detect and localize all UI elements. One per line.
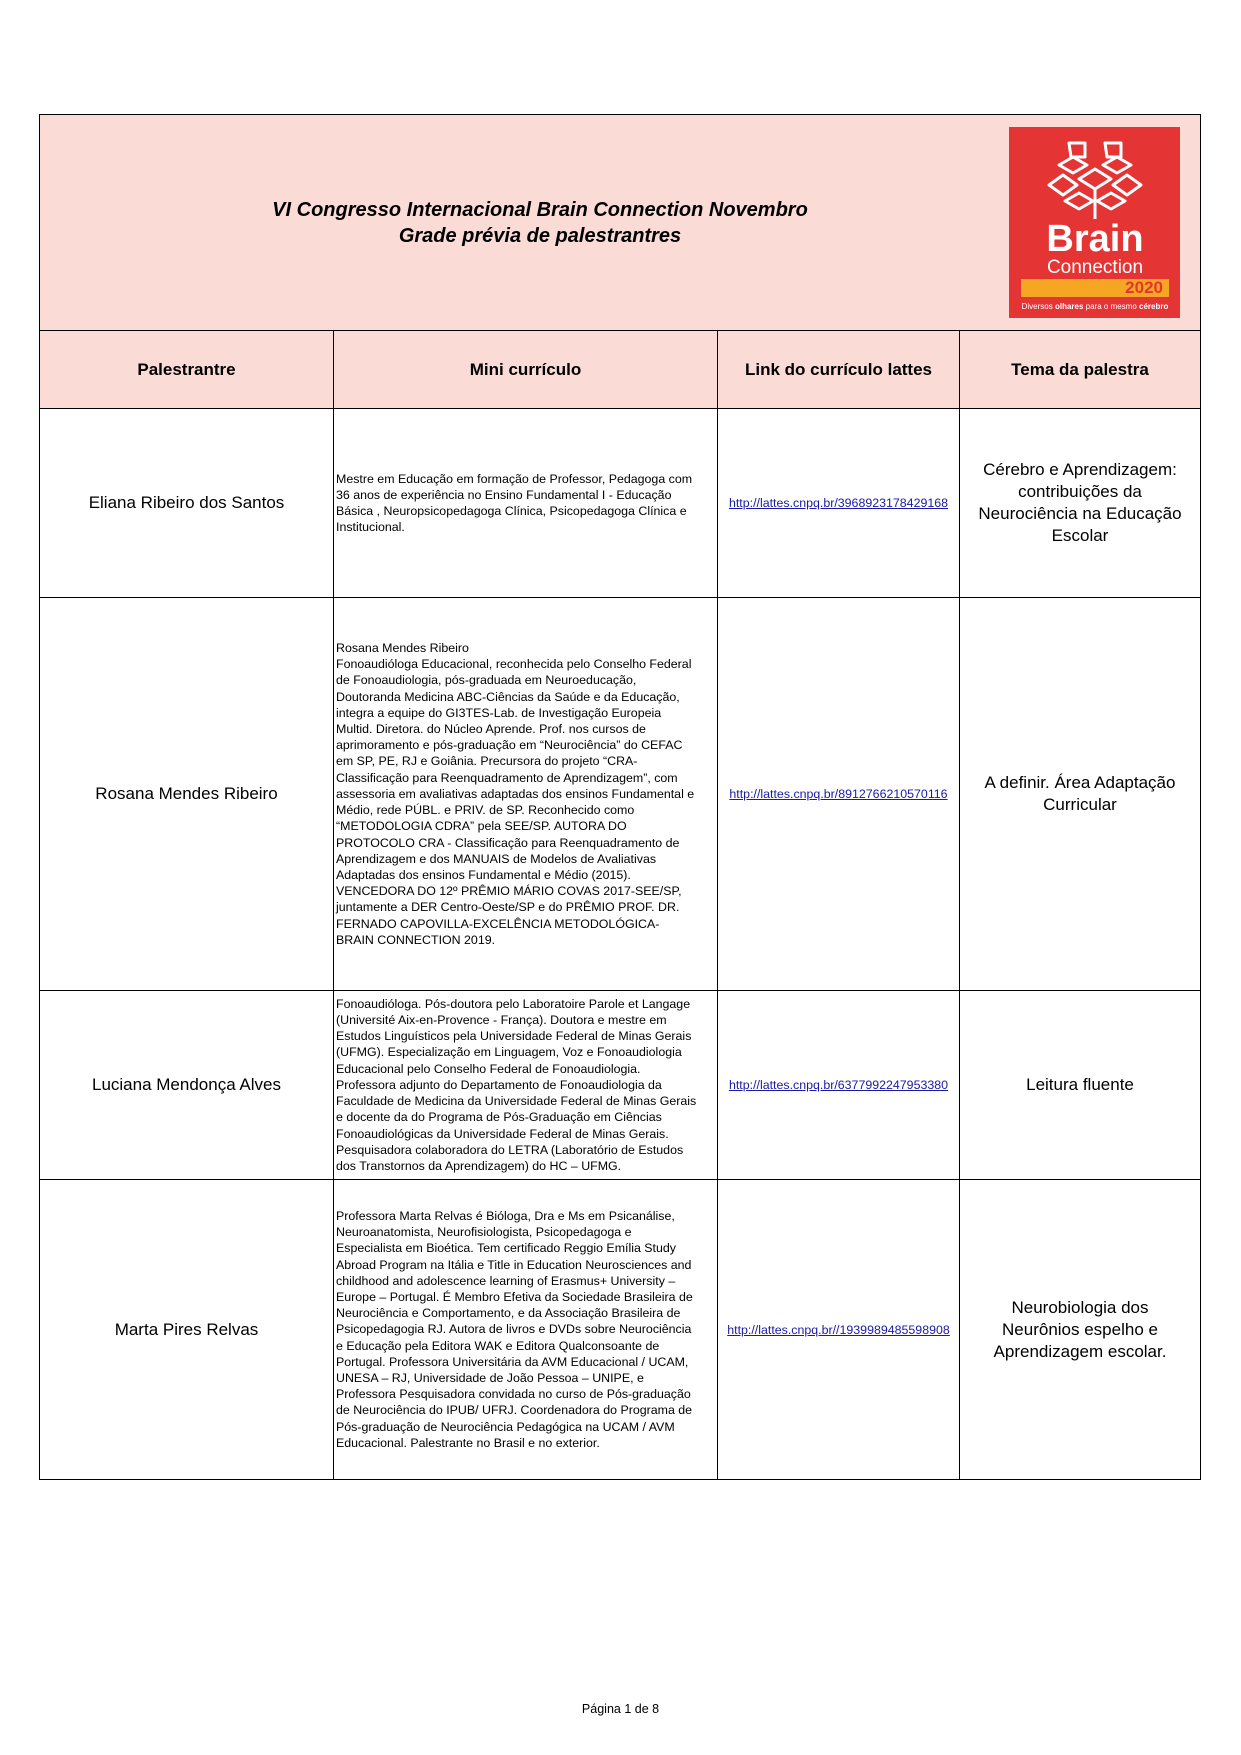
- brain-connection-logo: [1009, 127, 1180, 318]
- mini-cv: Fonoaudióloga. Pós-doutora pelo Laboratoire Parole et Langage (Université Aix-en-Provence - França). Doutora e mestre em Estudos Linguísticos pela Universidade Federal de Minas Gerais (UFMG). Especialização em Linguagem, Voz e Fonoaudiologia Educacional pelo Conselho Federal de Fonoaudiologia. Professora adjunto do Departamento de Fonoaudiologia da Faculdade de Medicina da Universidade Federal de Minas Gerais e docente da do Programa de Pós-Graduação em Ciências Fonoaudiológicas da Universidade Federal de Minas Gerais. Pesquisadora colaboradora do LETRA (Laboratório de Estudos dos Transtornos da Aprendizagem) do HC – UFMG.: [334, 991, 718, 1180]
- page-number: Página 1 de 8: [581, 1702, 660, 1716]
- talk-theme: Leitura fluente: [960, 991, 1201, 1180]
- talk-theme: Cérebro e Aprendizagem: contribuições da Neurociência na Educação Escolar: [960, 409, 1201, 598]
- speaker-name: Marta Pires Relvas: [40, 1180, 334, 1480]
- lattes-link[interactable]: http://lattes.cnpq.br/3968923178429168: [718, 409, 960, 598]
- logo-word-brain: Brain: [1046, 218, 1144, 260]
- document-title: [40, 115, 1040, 330]
- col-header-link: Link do currículo lattes: [718, 331, 960, 409]
- speaker-name: Rosana Mendes Ribeiro: [40, 598, 334, 991]
- lattes-link[interactable]: http://lattes.cnpq.br//1939989485598908: [718, 1180, 960, 1480]
- table-row: [40, 1180, 1201, 1480]
- col-header-theme: Tema da palestra: [960, 331, 1201, 409]
- talk-theme: A definir. Área Adaptação Curricular: [960, 598, 1201, 991]
- brain-icon: [1009, 127, 1180, 318]
- mini-cv: Professora Marta Relvas é Bióloga, Dra e Ms em Psicanálise, Neuroanatomista, Neurofisiologista, Psicopedagoga e Especialista em Bioética. Tem certificado Reggio Emília Study Abroad Program na Itália e Title in Education Neurosciences and childhood and adolescence learning of Erasmus+ University – Europe – Portugal. É Membro Efetiva da Sociedade Brasileira de Neurociência e Comportamento, e da Associação Brasileira de Psicopedagogia RJ. Autora de livros e DVDs sobre Neurociência e Educação pela Editora WAK e Editora Qualconsoante de Portugal. Professora Universitária da AVM Educacional / UCAM, UNESA – RJ, Universidade de João Pessoa – UNIPE, e Professora Pesquisadora convidada no curso de Pós-graduação de Neurociência do IPUB/ UFRJ. Coordenadora do Programa de Pós-graduação de Neurociência Pedagógica na UCAM / AVM Educacional. Palestrante no Brasil e no exterior.: [334, 1180, 718, 1480]
- logo-tagline: Diversos olhares para o mesmo cérebro: [1021, 302, 1169, 311]
- talk-theme: Neurobiologia dos Neurônios espelho e Aprendizagem escolar.: [960, 1180, 1201, 1480]
- col-header-speaker: Palestrantre: [40, 331, 334, 409]
- banner-row: [40, 115, 1201, 331]
- title-line-1: VI Congresso Internacional Brain Connection Novembro: [272, 198, 808, 221]
- mini-cv: Rosana Mendes Ribeiro Fonoaudióloga Educacional, reconhecida pelo Conselho Federal de Fonoaudiologia, pós-graduada em Neuroeducação, Doutoranda Medicina ABC-Ciências da Saúde e da Educação, integra a equipe do GI3TES-Lab. de Investigação Europeia Multid. Diretora. do Núcleo Aprende. Prof. nos cursos de aprimoramento e pós-graduação em “Neurociência” do CEFAC em SP, PE, RJ e Goiânia. Precursora do projeto “CRA- Classificação para Reenquadramento de Aprendizagem”, com assessoria em avaliativas adaptadas dos ensinos Fundamental e Médio, rede PÚBL. e PRIV. de SP. Reconhecido como “METODOLOGIA CDRA” pela SEE/SP. AUTORA DO PROTOCOLO CRA - Classificação para Reenquadramento de Aprendizagem e dos MANUAIS de Modelos de Avaliativas Adaptadas dos ensinos Fundamental e Médio (2015). VENCEDORA DO 12º PRÊMIO MÁRIO COVAS 2017-SEE/SP, juntamente a DER Centro-Oeste/SP e do PRÊMIO PROF. DR. FERNADO CAPOVILLA-EXCELÊNCIA METODOLÓGICA- BRAIN CONNECTION 2019.: [334, 598, 718, 991]
- mini-cv: Mestre em Educação em formação de Professor, Pedagoga com 36 anos de experiência no Ensino Fundamental I - Educação Básica , Neuropsicopedagoga Clínica, Psicopedagoga Clínica e Institucional.: [334, 409, 718, 598]
- col-header-cv: Mini currículo: [334, 331, 718, 409]
- speaker-name: Eliana Ribeiro dos Santos: [40, 409, 334, 598]
- speakers-table: [39, 114, 1201, 1480]
- lattes-link[interactable]: http://lattes.cnpq.br/8912766210570116: [718, 598, 960, 991]
- table-row: [40, 598, 1201, 991]
- table-row: [40, 409, 1201, 598]
- logo-word-connection: Connection: [1046, 257, 1144, 278]
- title-line-2: Grade prévia de palestrantres: [398, 224, 682, 247]
- logo-year: 2020: [1125, 278, 1163, 297]
- table-row: [40, 991, 1201, 1180]
- lattes-link[interactable]: http://lattes.cnpq.br/6377992247953380: [718, 991, 960, 1180]
- banner-cell: [40, 115, 1201, 331]
- speaker-name: Luciana Mendonça Alves: [40, 991, 334, 1180]
- header-row: [40, 331, 1201, 409]
